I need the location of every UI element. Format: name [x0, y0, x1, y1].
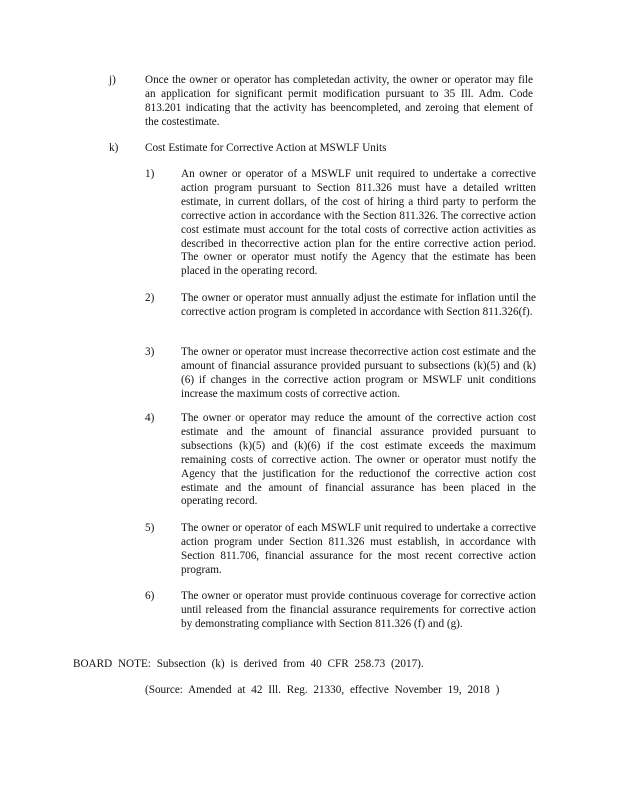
board-note: BOARD NOTE: Subsection (k) is derived from 40 CFR 258.73 (2017). [73, 658, 424, 670]
subsection-k-heading: Cost Estimate for Corrective Action at MSWLF Units [145, 142, 387, 154]
item-5-label: 5) [145, 522, 155, 534]
item-4-text: The owner or operator may reduce the amount of the corrective action cost estimate and the amount of financial assurance provided pursuant to subsections (k)(5) and (k)(6) if the cost estimate exceeds the maximum remaining costs of corrective action. The owner or operator must notify the Agency that the justification for the reductionof the corrective action cost estimate and the amount of financial assurance has been placed in the operating record. [181, 412, 536, 508]
item-6-label: 6) [145, 590, 155, 602]
source-note: (Source: Amended at 42 Ill. Reg. 21330, effective November 19, 2018 ) [145, 684, 500, 696]
item-4-label: 4) [145, 412, 155, 424]
item-3-label: 3) [145, 346, 155, 358]
item-3-text: The owner or operator must increase thecorrective action cost estimate and the amount of financial assurance provided pursuant to subsections (k)(5) and (k)(6) if changes in the corrective action program or MSWLF unit conditions increase the maximum costs of corrective action. [181, 346, 536, 400]
item-1-text: An owner or operator of a MSWLF unit required to undertake a corrective action program pursuant to Section 811.326 must have a detailed written estimate, in current dollars, of the cost of hiring a third party to perform the corrective action in accordance with the Section 811.326. The corrective action cost estimate must account for the total costs of corrective action activities as described in thecorrective action plan for the entire corrective action period. The owner or operator must notify the Agency that the estimate has been placed in the operating record. [181, 168, 536, 278]
subsection-j-label: j) [109, 74, 116, 86]
subsection-j-text: Once the owner or operator has completedan activity, the owner or operator may file an application for significant permit modification pursuant to 35 Ill. Adm. Code 813.201 indicating that the activity has beencompleted, and zeroing that element of the costestimate. [145, 74, 533, 128]
item-2-label: 2) [145, 292, 155, 304]
item-6-text: The owner or operator must provide continuous coverage for corrective action until released from the financial assurance requirements for corrective action by demonstrating compliance with Section 811.326 (f) and (g). [181, 590, 536, 630]
item-5-text: The owner or operator of each MSWLF unit required to undertake a corrective action program under Section 811.326 must establish, in accordance with Section 811.706, financial assurance for the most recent corrective action program. [181, 522, 536, 576]
subsection-k-label: k) [109, 142, 119, 154]
item-1-label: 1) [145, 168, 155, 180]
item-2-text: The owner or operator must annually adjust the estimate for inflation until the corrective action program is completed in accordance with Section 811.326(f). [181, 292, 536, 318]
